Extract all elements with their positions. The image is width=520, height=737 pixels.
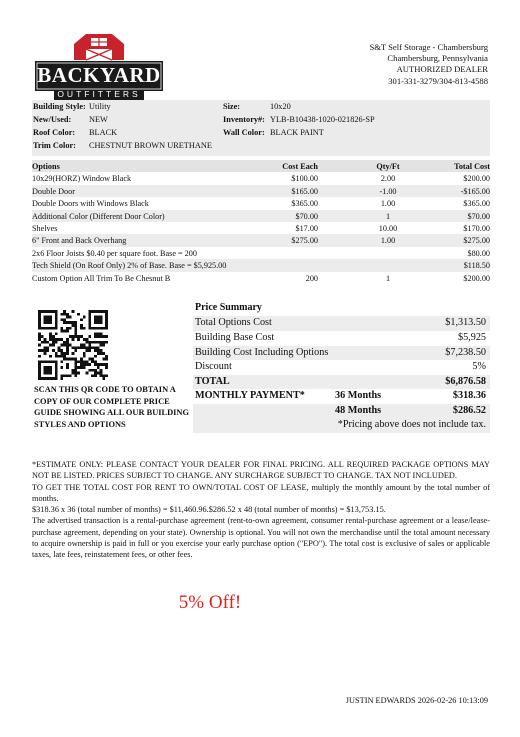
option-name: 2x6 Floor Joists $0.40 per square foot. Base = 200 bbox=[32, 248, 197, 258]
option-row bbox=[32, 259, 490, 271]
header-total-cost: Total Cost bbox=[454, 162, 490, 171]
discount-value: 5% bbox=[472, 361, 486, 372]
size-label: Size: bbox=[223, 102, 241, 111]
dealer-info bbox=[369, 42, 488, 87]
dealer-status: AUTHORIZED DEALER bbox=[396, 64, 488, 75]
option-qty: -1.00 bbox=[379, 186, 397, 196]
option-name: Tech Shield (On Roof Only) 2% of Base. Base = $5,925.00 bbox=[32, 261, 227, 271]
option-total: $70.00 bbox=[467, 211, 490, 221]
options-header bbox=[32, 160, 490, 172]
price-summary bbox=[193, 300, 490, 434]
style-value: Utility bbox=[89, 102, 111, 111]
disclaimer-rental-terms: The advertised transaction is a rental-purchase agreement (rent-to-own agreement, consumer rental-purchase agreement or a lease/lease-purchase agreement, depending on your state). Ownership is optional. You will not own the merchandise until the total amount necessary to acquire ownership is paid in full or you exercise your early purchase option ("EPO"). The total cost is exclusive of sales or applicable taxes, late fees, reinstatement fees, or other fees. bbox=[32, 516, 490, 560]
option-name: Shelves bbox=[32, 223, 58, 233]
option-name: 6" Front and Back Overhang bbox=[32, 236, 127, 246]
options-table bbox=[32, 160, 490, 284]
qr-caption: SCAN THIS QR CODE TO OBTAIN A COPY OF OUR COMPLETE PRICE GUIDE SHOWING ALL OUR BUILDING STYLES AND OPTIONS bbox=[34, 385, 189, 429]
new-used-label: New/Used: bbox=[33, 115, 72, 124]
option-cost: $365.00 bbox=[291, 199, 318, 209]
option-total: $275.00 bbox=[463, 236, 490, 246]
option-qty: 1.00 bbox=[380, 236, 396, 246]
style-label: Building Style: bbox=[33, 102, 86, 111]
summary-row bbox=[193, 404, 490, 419]
total-options-value: $1,313.50 bbox=[445, 317, 486, 328]
months-48-label: 48 Months bbox=[335, 404, 382, 416]
option-row bbox=[32, 197, 490, 209]
price-summary-title: Price Summary bbox=[195, 302, 262, 313]
option-cost: $100.00 bbox=[291, 174, 318, 184]
option-cost: $17.00 bbox=[295, 223, 318, 233]
option-qty: 10.00 bbox=[378, 223, 398, 233]
summary-row bbox=[193, 360, 490, 375]
header-qty: Qty/Ft bbox=[376, 162, 400, 171]
footer-signature: JUSTIN EDWARDS 2026-02-26 10:13:09 bbox=[345, 696, 488, 705]
disclaimer bbox=[32, 459, 490, 561]
size-value: 10x20 bbox=[270, 102, 291, 111]
option-cost: $165.00 bbox=[291, 186, 318, 196]
base-cost-value: $5,925 bbox=[457, 332, 486, 343]
wall-color-label: Wall Color: bbox=[223, 128, 265, 137]
months-48-value: $286.52 bbox=[452, 404, 486, 416]
option-total: $118.50 bbox=[463, 261, 490, 271]
qr-code[interactable] bbox=[38, 310, 108, 380]
new-used-value: NEW bbox=[89, 115, 108, 124]
option-row bbox=[32, 247, 490, 259]
trim-color-label: Trim Color: bbox=[33, 141, 76, 150]
option-row bbox=[32, 272, 490, 284]
option-total: $365.00 bbox=[463, 199, 490, 209]
option-row bbox=[32, 222, 490, 234]
summary-row bbox=[193, 389, 490, 404]
option-name: Double Doors with Windows Black bbox=[32, 199, 149, 209]
qr-code-icon bbox=[38, 310, 108, 380]
summary-row bbox=[193, 316, 490, 331]
monthly-payment-label: MONTHLY PAYMENT* bbox=[195, 390, 305, 401]
option-cost: $275.00 bbox=[291, 236, 318, 246]
building-info bbox=[32, 100, 490, 156]
option-qty: 1 bbox=[385, 211, 391, 221]
inventory-value: YLB-B10438-1020-021826-SP bbox=[270, 115, 375, 124]
option-row bbox=[32, 234, 490, 246]
months-36-label: 36 Months bbox=[335, 390, 382, 401]
disclaimer-total-cost: TO GET THE TOTAL COST FOR RENT TO OWN/TOTAL COST OF LEASE, multiply the monthly amount by the total number of months. bbox=[32, 482, 490, 503]
summary-row bbox=[193, 346, 490, 361]
option-total: $200.00 bbox=[463, 273, 490, 283]
tax-note: *Pricing above does not include tax. bbox=[337, 419, 486, 430]
summary-row bbox=[193, 418, 490, 433]
option-total: -$165.00 bbox=[460, 186, 490, 196]
discount-label: Discount bbox=[195, 361, 232, 372]
option-row bbox=[32, 172, 490, 184]
option-qty: 1 bbox=[385, 273, 391, 283]
option-qty: 2.00 bbox=[380, 174, 396, 184]
roof-color-value: BLACK bbox=[89, 128, 118, 137]
summary-row bbox=[193, 375, 490, 390]
dealer-name: S&T Self Storage - Chambersburg bbox=[369, 42, 488, 52]
brand-logo bbox=[34, 30, 164, 102]
option-name: Additional Color (Different Door Color) bbox=[32, 211, 165, 221]
months-36-value: $318.36 bbox=[452, 390, 486, 401]
roof-color-label: Roof Color: bbox=[33, 128, 76, 137]
incl-cost-label: Building Cost Including Options bbox=[195, 346, 329, 358]
logo-brand-text: BACKYARD bbox=[37, 63, 161, 87]
option-name: Custom Option All Trim To Be Chesnut B bbox=[32, 273, 171, 283]
option-total: $200.00 bbox=[463, 174, 490, 184]
trim-color-value: CHESTNUT BROWN URETHANE bbox=[89, 141, 212, 150]
option-row bbox=[32, 210, 490, 222]
base-cost-label: Building Base Cost bbox=[195, 332, 275, 343]
total-options-label: Total Options Cost bbox=[195, 317, 272, 328]
option-qty: 1.00 bbox=[380, 199, 396, 209]
option-total: $80.00 bbox=[467, 248, 490, 258]
option-row bbox=[32, 185, 490, 197]
dealer-location: Chambersburg, Pennsylvania bbox=[387, 53, 488, 64]
wall-color-value: BLACK PAINT bbox=[270, 128, 324, 137]
option-total: $170.00 bbox=[463, 223, 490, 233]
option-cost: 200 bbox=[305, 273, 318, 283]
promo-text: 5% Off! bbox=[178, 592, 242, 613]
header-cost-each: Cost Each bbox=[282, 162, 318, 171]
option-cost: $70.00 bbox=[295, 211, 318, 221]
logo-sub-text: OUTFITTERS bbox=[57, 89, 141, 99]
inventory-label: Inventory#: bbox=[223, 115, 265, 124]
disclaimer-estimate: *ESTIMATE ONLY: PLEASE CONTACT YOUR DEALER FOR FINAL PRICING. ALL REQUIRED PACKAGE OPTIONS MAY NOT BE LISTED. PRICES SUBJECT TO CHANGE. ANY SURCHARGE SUBJECT TO CHANGE. TAX NOT INCLUDED. bbox=[32, 460, 490, 481]
header-options: Options bbox=[32, 162, 60, 171]
option-name: Double Door bbox=[32, 186, 75, 196]
summary-row bbox=[193, 331, 490, 346]
option-name: 10x29(HORZ) Window Black bbox=[32, 174, 132, 184]
total-value: $6,876.58 bbox=[445, 375, 486, 387]
total-label: TOTAL bbox=[195, 375, 230, 387]
incl-cost-value: $7,238.50 bbox=[445, 346, 486, 358]
dealer-phones: 301-331-3279/304-813-4588 bbox=[388, 75, 488, 86]
disclaimer-calculation: $318.36 x 36 (total number of months) = $11,460.96.$286.52 x 48 (total number of months) = $13,753.15. bbox=[32, 505, 386, 515]
